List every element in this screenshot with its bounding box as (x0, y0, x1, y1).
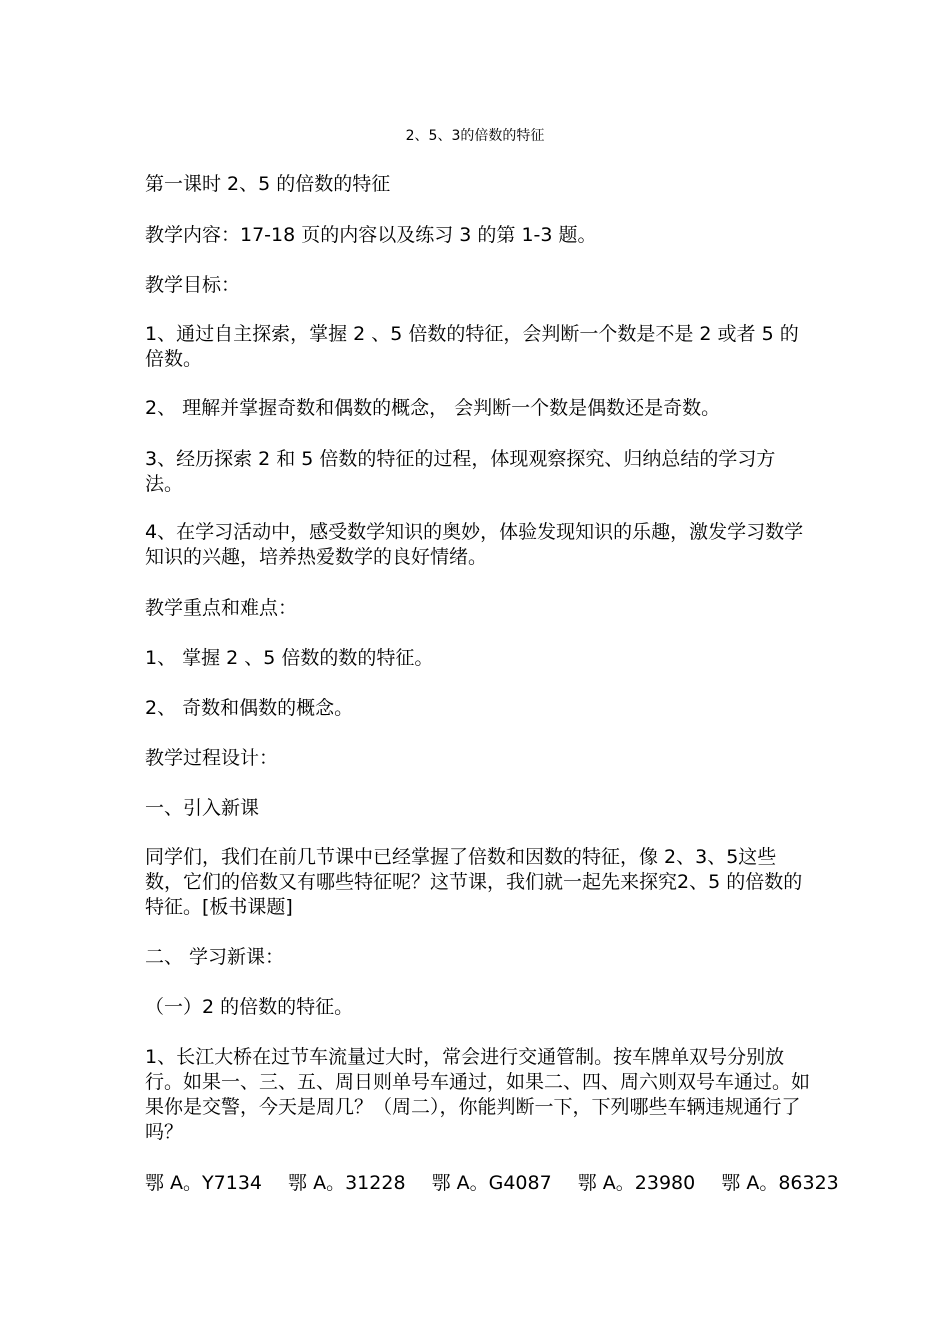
license-plate: 鄂 A。G4087 (431, 1172, 552, 1194)
license-plate: 鄂 A。23980 (577, 1172, 696, 1194)
goal-1: 1、通过自主探索，掌握 2 、5 倍数的特征，会判断一个数是不是 2 或者 5 的倍数。 (145, 323, 799, 370)
key-points-heading: 教学重点和难点： (145, 597, 298, 619)
license-plate: 鄂 A。86323 (721, 1172, 839, 1194)
goal-2: 2、 理解并掌握奇数和偶数的概念， 会判断一个数是偶数还是奇数。 (145, 397, 721, 419)
teaching-goals-heading: 教学目标： (145, 274, 241, 296)
license-plate-list (145, 1171, 845, 1196)
process-heading: 教学过程设计： (145, 747, 279, 769)
intro-paragraph: 同学们，我们在前几节课中已经掌握了倍数和因数的特征，像 2、3、5这些数，它们的倍数又有哪些特征呢？这节课，我们就一起先来探究2、5 的倍数的特征。[板书课题] (145, 846, 803, 918)
license-plate: 鄂 A。Y7134 (145, 1172, 262, 1194)
section-2-heading: 二、 学习新课： (145, 946, 285, 968)
section-1-heading: 一、引入新课 (145, 797, 260, 819)
teaching-content: 教学内容：17-18 页的内容以及练习 3 的第 1-3 题。 (145, 224, 597, 246)
document-header: 2、5、3的倍数的特征 (405, 128, 545, 144)
key-point-1: 1、 掌握 2 、5 倍数的数的特征。 (145, 647, 434, 669)
traffic-problem: 1、长江大桥在过节车流量过大时，常会进行交通管制。按车牌单双号分别放行。如果一、三、五、周日则单号车通过，如果二、四、周六则双号车通过。如果你是交警，今天是周几？（周二），你能判断一下，下列哪些车辆违规通行了吗？ (145, 1046, 811, 1143)
key-point-2: 2、 奇数和偶数的概念。 (145, 697, 354, 719)
goal-4: 4、在学习活动中，感受数学知识的奥妙，体验发现知识的乐趣，激发学习数学知识的兴趣，培养热爱数学的良好情绪。 (145, 521, 804, 568)
license-plate: 鄂 A。31228 (288, 1172, 406, 1194)
goal-3: 3、经历探索 2 和 5 倍数的特征的过程，体现观察探究、归纳总结的学习方法。 (145, 448, 776, 495)
subsection-1-heading: （一）2 的倍数的特征。 (145, 996, 354, 1018)
lesson-title: 第一课时 2、5 的倍数的特征 (145, 173, 391, 195)
